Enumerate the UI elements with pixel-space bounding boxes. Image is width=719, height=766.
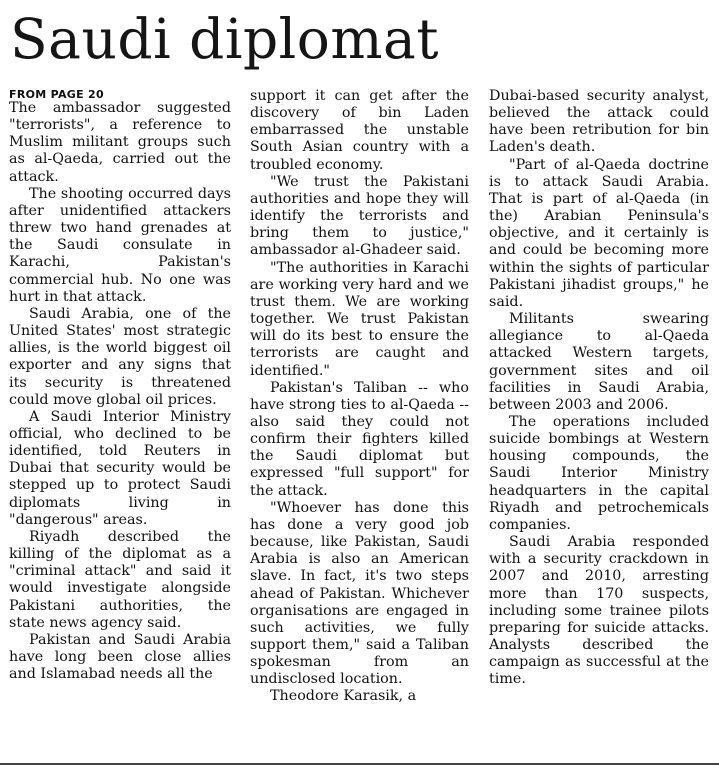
paragraph: Militants swearing allegiance to al-Qaeda attacked Western targets, government sites and oil facilities in Saudi Arabia, between 2003 and 2006. xyxy=(489,311,709,413)
paragraph: Dubai-based security analyst, believed the attack could have been retribution for bin Laden's death. xyxy=(489,88,709,156)
paragraph: Theodore Karasik, a xyxy=(270,688,417,705)
paragraph: Pakistan and Saudi Arabia have long been close allies and Islamabad needs all the xyxy=(9,631,231,683)
paragraph: The operations included suicide bombings at Western housing compounds, the Saudi Interior Ministry headquarters in the capital Riyadh and petrochemicals companies. xyxy=(489,413,709,533)
paragraph: The ambassador suggested "terrorists", a reference to Muslim militant groups such as al-Qaeda, carried out the attack. xyxy=(9,100,231,185)
paragraph: Saudi Arabia, one of the United States' most strategic allies, is the world biggest oil exporter and any signs that its security is threatened could move global oil prices. xyxy=(9,305,231,408)
column-1 xyxy=(9,88,231,683)
paragraph: Riyadh described the killing of the diplomat as a "criminal attack" and said it would investigate alongside Pakistani authorities, the state news agency said. xyxy=(9,528,231,631)
bottom-rule xyxy=(0,763,719,765)
paragraph: "Part of al-Qaeda doctrine is to attack Saudi Arabia. That is part of al-Qaeda (in the) Arabian Peninsula's objective, and it certainly is and could be becoming more within the sights of particular Pakistani jihadist groups," he said. xyxy=(489,156,709,310)
paragraph: A Saudi Interior Ministry official, who declined to be identified, told Reuters in Dubai that security would be stepped up to protect Saudi diplomats living in "dangerous" areas. xyxy=(9,408,231,528)
paragraph: Saudi Arabia responded with a security crackdown in 2007 and 2010, arresting more than 170 suspects, including some trainee pilots preparing for suicide attacks. Analysts described the campaign as successful at the time. xyxy=(489,534,709,688)
column-2 xyxy=(250,88,469,706)
kicker-from-page: FROM PAGE 20 xyxy=(9,88,104,101)
column-3 xyxy=(489,88,709,688)
paragraph: Pakistan's Taliban -- who have strong ties to al-Qaeda -- also said they could not confirm their fighters killed the Saudi diplomat but expressed "full support" for the attack. xyxy=(250,379,469,499)
paragraph: "The authorities in Karachi are working very hard and we trust them. We are working together. We trust Pakistan will do its best to ensure the terrorists are caught and identified." xyxy=(250,259,469,379)
paragraph: support it can get after the discovery of bin Laden embarrassed the unstable South Asian country with a troubled economy. xyxy=(250,88,469,173)
paragraph: "Whoever has done this has done a very good job because, like Pakistan, Saudi Arabia is also an American slave. In fact, it's two steps ahead of Pakistan. Whichever organisations are engaged in such activities, we fully support them," said a Taliban spokesman from an undisclosed location. xyxy=(250,499,469,688)
paragraph: "We trust the Pakistani authorities and hope they will identify the terrorists and bring them to justice," ambassador al-Ghadeer said. xyxy=(250,173,469,259)
headline: Saudi diplomat xyxy=(10,7,439,71)
paragraph: The shooting occurred days after unidentified attackers threw two hand grenades at the Saudi consulate in Karachi, Pakistan's commercial hub. No one was hurt in that attack. xyxy=(9,185,231,305)
